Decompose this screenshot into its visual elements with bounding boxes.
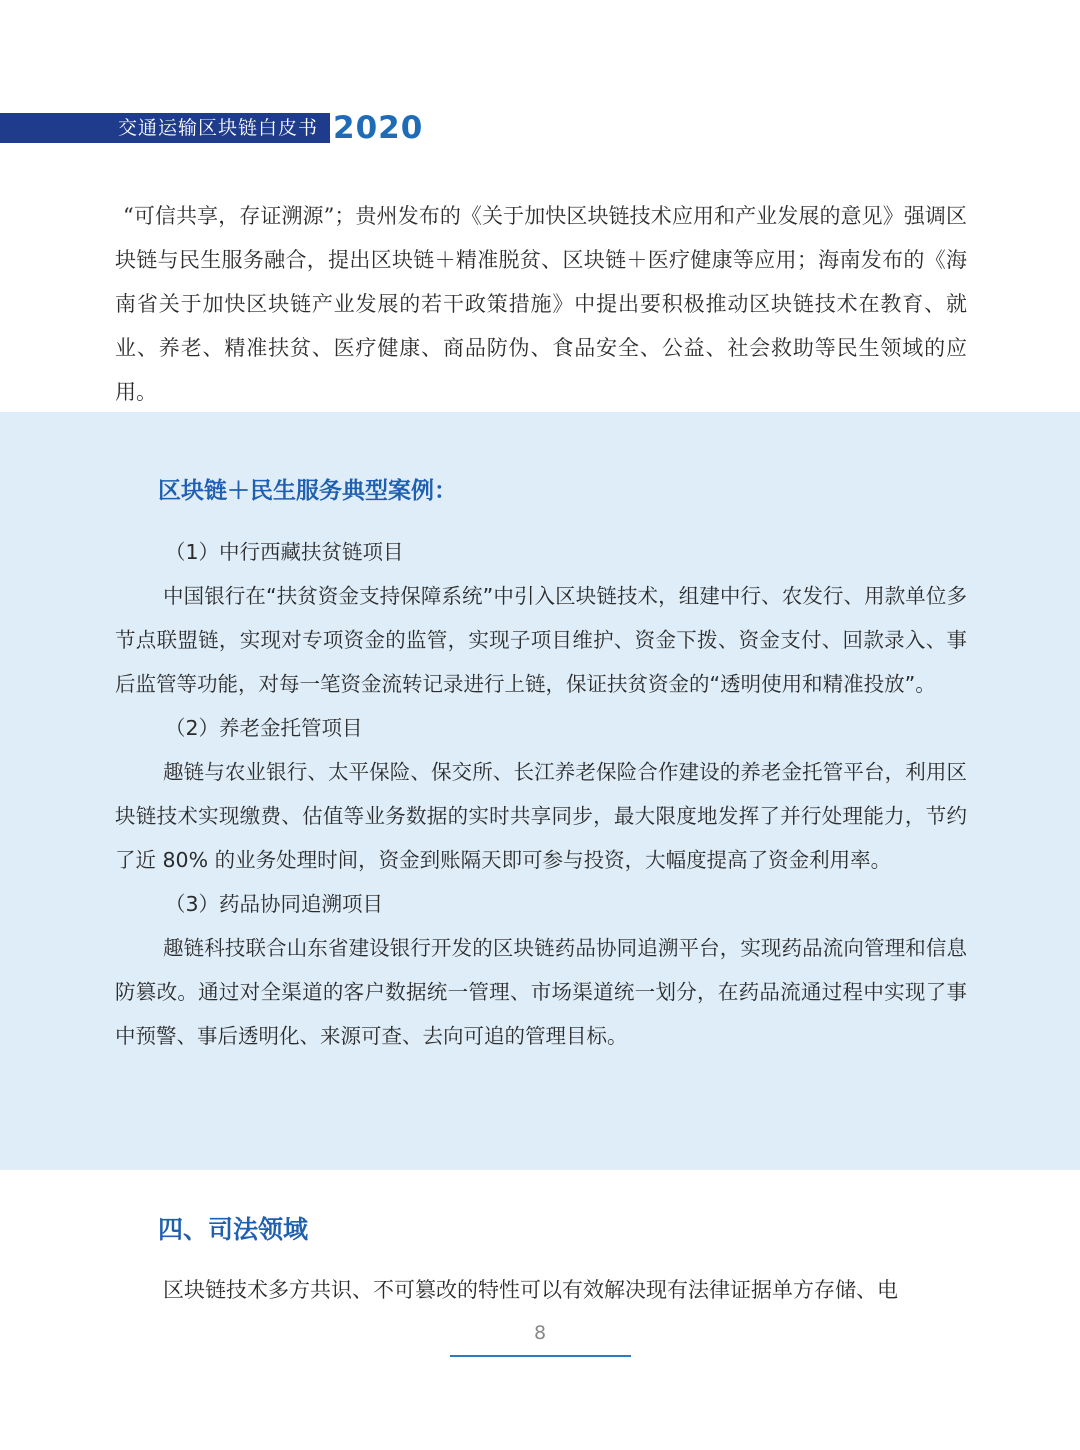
case-list bbox=[115, 530, 967, 1058]
page-number-rule bbox=[450, 1355, 631, 1357]
case-box-title: 区块链＋民生服务典型案例： bbox=[158, 478, 457, 504]
case-body: 中国银行在“扶贫资金支持保障系统”中引入区块链技术，组建中行、农发行、用款单位多节点联盟链，实现对专项资金的监管，实现子项目维护、资金下拨、资金支付、回款录入、事后监管等功能，对每一笔资金流转记录进行上链，保证扶贫资金的“透明使用和精准投放”。 bbox=[115, 584, 967, 696]
section-paragraph: 区块链技术多方共识、不可篡改的特性可以有效解决现有法律证据单方存储、电 bbox=[163, 1278, 898, 1302]
page-number: 8 bbox=[533, 1322, 547, 1344]
case-heading: （1）中行西藏扶贫链项目 bbox=[165, 540, 404, 564]
intro-paragraph: “可信共享，存证溯源”；贵州发布的《关于加快区块链技术应用和产业发展的意见》强调区块链与民生服务融合，提出区块链＋精准脱贫、区块链＋医疗健康等应用；海南发布的《海南省关于加快区块链产业发展的若干政策措施》中提出要积极推动区块链技术在教育、就业、养老、精准扶贫、医疗健康、商品防伪、食品安全、公益、社会救助等民生领域的应用。 bbox=[115, 204, 967, 404]
case-heading: （2）养老金托管项目 bbox=[165, 716, 363, 740]
section-heading: 四、司法领域 bbox=[158, 1215, 309, 1244]
document-title: 交通运输区块链白皮书 bbox=[118, 117, 319, 139]
document-year: 2020 bbox=[333, 110, 424, 146]
case-body: 趣链与农业银行、太平保险、保交所、长江养老保险合作建设的养老金托管平台，利用区块链技术实现缴费、估值等业务数据的实时共享同步，最大限度地发挥了并行处理能力，节约了近 80% 的业务处理时间，资金到账隔天即可参与投资，大幅度提高了资金利用率。 bbox=[115, 760, 967, 872]
case-heading: （3）药品协同追溯项目 bbox=[165, 892, 384, 916]
case-body: 趣链科技联合山东省建设银行开发的区块链药品协同追溯平台，实现药品流向管理和信息防篡改。通过对全渠道的客户数据统一管理、市场渠道统一划分，在药品流通过程中实现了事中预警、事后透明化、来源可查、去向可追的管理目标。 bbox=[115, 936, 967, 1048]
